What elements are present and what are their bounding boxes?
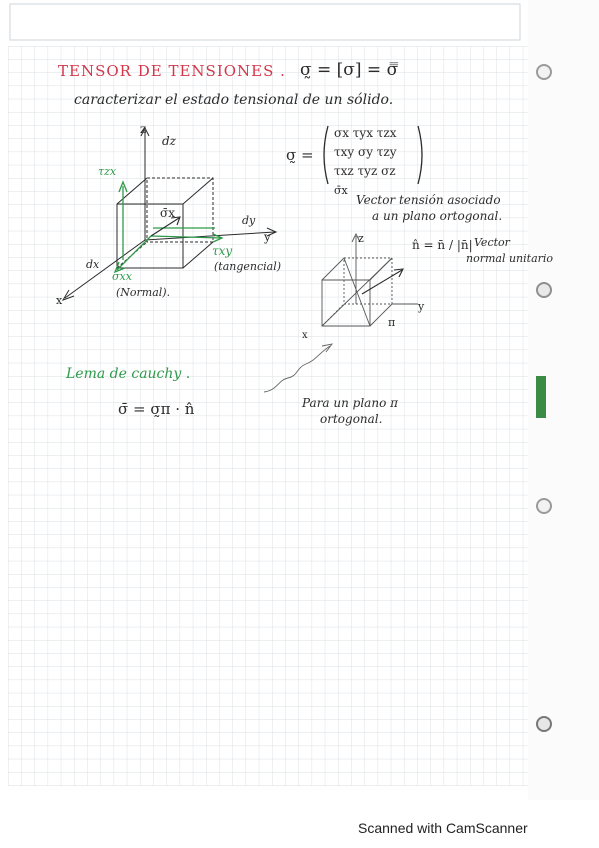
tau-xy-label: τxy [212,244,233,258]
matrix-row-3: τxz τyz σz [334,164,396,178]
matrix-annotation: σ̄x [334,184,348,197]
sigma-x-vector-label: σ̄x [160,206,175,220]
punch-hole-3 [534,496,554,516]
page-title: TENSOR DE TENSIONES . [58,62,286,80]
normal-label: (Normal). [116,286,171,299]
tangencial-label: (tangencial) [214,260,282,273]
lema-title: Lema de cauchy . [66,366,191,382]
scanner-footer [0,800,599,848]
sigma-xx-label: σxx [112,270,132,283]
plane-pi-label: π [388,316,396,329]
squiggle-arrow [260,340,340,400]
brand-sticker [536,376,546,418]
plane-cube-diagram [300,230,440,340]
normal-note-line-2: normal unitario [466,252,554,265]
subtitle: caracterizar el estado tensional de un sólido. [74,92,394,108]
matrix-row-1: σx τyx τzx [334,126,397,140]
lema-formula: σ̄ = σ̰π · n̂ [118,400,195,418]
punch-hole-4 [534,714,554,734]
punch-hole-2 [534,280,554,300]
z-axis-label: z [140,122,147,136]
y-axis-label: y [264,230,271,244]
plane-note-line-2: ortogonal. [320,412,383,426]
plane-z-label: z [358,232,364,245]
vector-note-line-2: a un plano ortogonal. [372,209,503,223]
stress-cube-diagram [55,120,295,310]
unit-normal-formula: n̂ = n̄ / |n̄| [412,238,473,252]
dy-label: dy [242,214,256,227]
dx-label: dx [86,258,100,271]
tau-zx-label: τzx [98,165,117,178]
dz-label: dz [162,134,177,148]
plane-y-label: y [418,300,425,313]
matrix-lhs: σ̰ = [286,146,314,164]
x-axis-label: x [56,294,63,307]
plane-note-line-1: Para un plano π [302,396,398,410]
normal-note-line-1: Vector [474,236,510,249]
scanner-watermark: Scanned with CamScanner [358,820,528,836]
definition-formula: σ̰ = [σ] = σ̿ [300,60,399,80]
punch-hole-1 [534,62,554,82]
vector-note-line-1: Vector tensión asociado [356,193,501,207]
matrix-row-2: τxy σy τzy [334,145,397,159]
plane-x-label: x [302,330,308,341]
